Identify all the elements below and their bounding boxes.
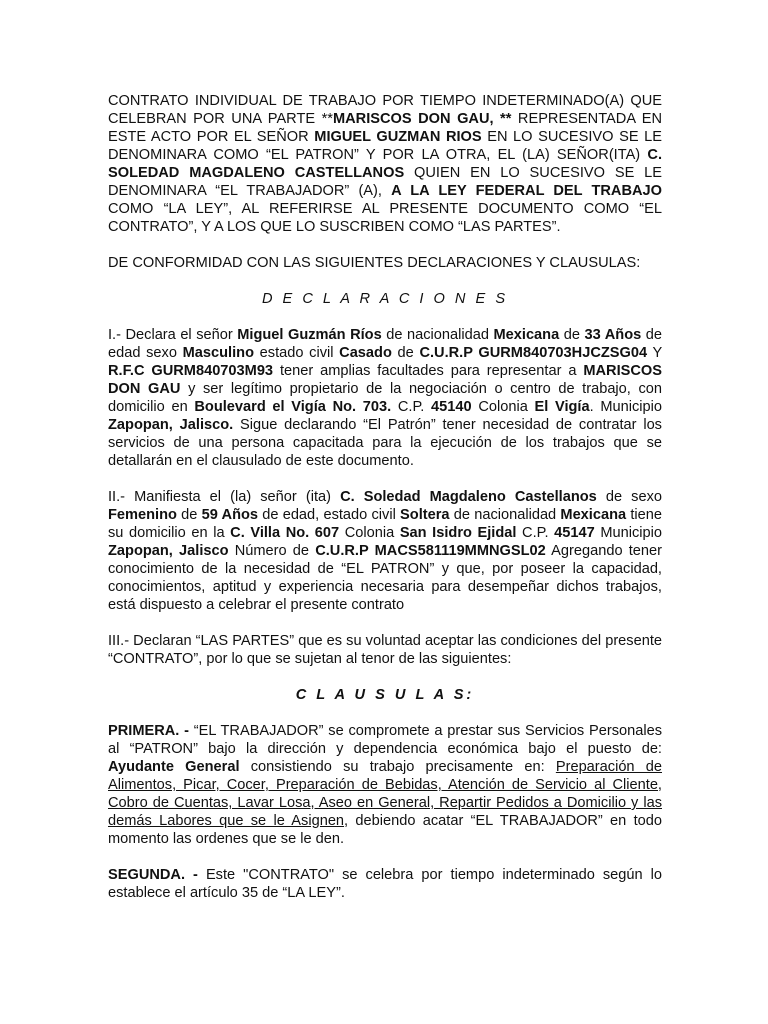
bold-text: C. Villa No. 607 [230,525,340,541]
bold-text: San Isidro Ejidal [399,525,517,541]
text-run: Y [647,345,662,361]
bold-text: Mexicana [493,327,560,343]
bold-text: MIGUEL GUZMAN RIOS [314,129,482,145]
text-run: I.- Declara el señor [108,327,238,343]
text-run: II.- Manifiesta el (la) señor (ita) [108,489,341,505]
text-run: . Municipio [589,399,662,415]
declaracion-3: III.- Declaran “LAS PARTES” que es su voluntad aceptar las condiciones del presente “CONTRATO”, por lo que se sujetan al tenor de las siguientes: [108,633,662,667]
text-run: Número de [228,543,316,559]
text-run: Este "CONTRATO" se celebra por tiempo indeterminado según lo establece el artículo 35 de “LA LEY”. [108,867,662,901]
bold-text: Zapopan, Jalisco [108,543,229,559]
bold-text: 45140 [431,399,472,415]
text-run: de nacionalidad [381,327,494,343]
bold-text: 33 Años [584,327,642,343]
text-run: Colonia [339,525,400,541]
bold-text: A LA LEY FEDERAL DEL TRABAJO [391,183,662,199]
text-run: REPRESENTADA EN ESTE ACTO POR EL SEÑOR [108,111,663,145]
declaracion-1 [108,326,662,470]
clausula-segunda [108,866,662,902]
text-run: tiene su domicilio en la [108,507,662,541]
bold-text: Masculino [182,345,254,361]
declaraciones-heading: D E C L A R A C I O N E S [261,291,509,307]
bold-text: Boulevard el Vigía No. 703. [194,399,392,415]
text-run: de [176,507,202,523]
bold-text: 45147 [554,525,595,541]
bold-text: C.U.R.P MACS581119MMNGSL02 [315,543,546,559]
bold-text: MARISCOS DON GAU [108,363,662,397]
text-run: Agregando tener conocimiento de la necesidad de “EL PATRON” y que, por poseer la capacidad, conocimientos, aptitud y experiencia necesaria para desempeñar dichos trabajos, está dispuesto a celebrar el presente contrato [108,543,662,613]
text-run: Sigue declarando “El Patrón” tener necesidad de contratar los servicios de una persona capacitada para la ejecución de los trabajos que se detallarán en el clausulado de este documento. [108,417,662,469]
text-run: COMO “LA LEY”, AL REFERIRSE AL PRESENTE DOCUMENTO COMO “EL CONTRATO”, Y A LOS QUE LO SUSCRIBEN COMO “LAS PARTES”. [108,201,662,235]
text-run: CONTRATO INDIVIDUAL DE TRABAJO POR TIEMPO INDETERMINADO(A) QUE CELEBRAN POR UNA PARTE ** [108,93,662,127]
text-run: , debiendo acatar “EL TRABAJADOR” en todo momento las ordenes que se le den. [108,813,662,847]
text-run: de [391,345,420,361]
bold-text: SEGUNDA. - [108,867,198,883]
text-run: EN LO SUCESIVO SE LE DENOMINARA COMO “EL PATRON” Y POR LA OTRA, EL (LA) SEÑOR(ITA) [108,129,662,163]
text-run: de edad, estado civil [258,507,401,523]
text-run: C.P. [391,399,432,415]
underlined-text: Preparación de Alimentos, Picar, Cocer, Preparación de Bebidas, Atención de Servicio al Cliente, Cobro de Cuentas, Lavar Losa, Aseo en General, Repartir Pedidos a Domicilio y las demás Labores que se le Asignen [108,759,662,829]
bold-text: Mexicana [560,507,627,523]
text-run: estado civil [254,345,340,361]
clausula-primera [108,722,662,848]
bold-text: C.U.R.P GURM840703HJCZSG04 [419,345,648,361]
clausulas-heading: C L A U S U L A S: [295,687,475,703]
intro-paragraph [108,92,662,236]
text-run: Colonia [471,399,535,415]
text-run: y ser legítimo propietario de la negociación o centro de trabajo, con domicilio en [108,381,662,415]
text-run: de edad sexo [108,327,662,361]
text-run: “EL TRABAJADOR” se compromete a prestar sus Servicios Personales al “PATRON” bajo la dirección y dependencia económica bajo el puesto de: [108,723,663,757]
text-run: consistiendo su trabajo precisamente en: [239,759,556,775]
bold-text: Casado [339,345,392,361]
bold-text: Soltera [400,507,450,523]
bold-text: Miguel Guzmán Ríos [237,327,382,343]
bold-text: Ayudante General [108,759,240,775]
bold-text: El Vigía [534,399,590,415]
bold-text: Zapopan, Jalisco. [108,417,234,433]
text-run: tener amplias facultades para representar a [273,363,584,379]
text-run: de [559,327,585,343]
bold-text: MARISCOS DON GAU, ** [332,111,512,127]
bold-text: C. SOLEDAD MAGDALENO CASTELLANOS [108,147,662,181]
text-run: de sexo [596,489,662,505]
declaracion-2 [108,488,662,614]
text-run: C.P. [516,525,555,541]
bold-text: C. Soledad Magdaleno Castellanos [340,489,597,505]
contract-page [108,92,662,902]
conformidad-line: DE CONFORMIDAD CON LAS SIGUIENTES DECLARACIONES Y CLAUSULAS: [108,255,641,271]
bold-text: Femenino [108,507,177,523]
bold-text: PRIMERA. - [108,723,190,739]
bold-text: 59 Años [201,507,259,523]
text-run: Municipio [594,525,662,541]
bold-text: R.F.C GURM840703M93 [108,363,274,379]
text-run: de nacionalidad [449,507,561,523]
text-run: QUIEN EN LO SUCESIVO SE LE DENOMINARA “EL TRABAJADOR” (A), [108,165,663,199]
